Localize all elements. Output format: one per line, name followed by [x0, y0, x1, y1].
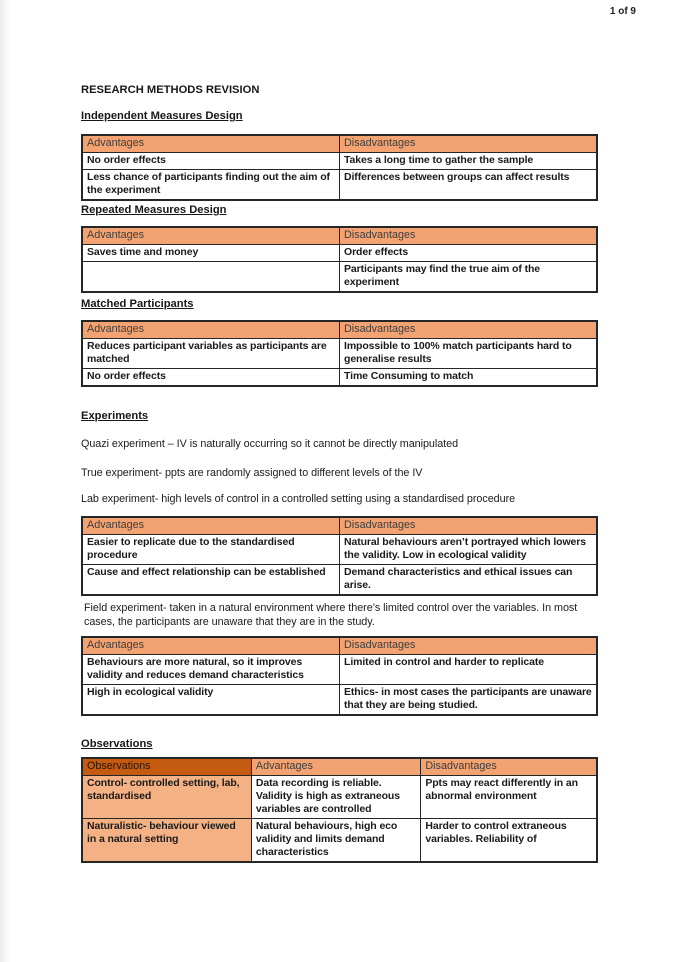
table-cell: Reduces participant variables as participants are matched	[82, 339, 340, 369]
matched-participants-table	[81, 320, 598, 387]
paragraph-lab-experiment: Lab experiment- high levels of control in a controlled setting using a standardised procedure	[81, 493, 516, 505]
disadvantages-header-cell: Disadvantages	[340, 517, 598, 535]
table-cell: Takes a long time to gather the sample	[340, 153, 598, 170]
table-cell: High in ecological validity	[82, 685, 340, 716]
table-row	[82, 819, 597, 863]
disadvantages-header-cell: Disadvantages	[340, 135, 598, 153]
table-row	[82, 339, 597, 369]
table-cell: Natural behaviours aren’t portrayed which lowers the validity. Low in ecological validity	[340, 535, 598, 565]
table-cell: Saves time and money	[82, 245, 340, 262]
section-heading-observations: Observations	[81, 738, 153, 750]
table-row	[82, 245, 597, 262]
section-heading-independent-measures: Independent Measures Design	[81, 110, 243, 122]
disadvantages-header-cell: Disadvantages	[340, 321, 598, 339]
table-header-row	[82, 637, 597, 655]
table-cell: Harder to control extraneous variables. Reliability of	[421, 819, 597, 863]
advantages-header-cell: Advantages	[82, 135, 340, 153]
table-row	[82, 685, 597, 716]
table-cell: Ppts may react differently in an abnormal environment	[421, 776, 597, 819]
lab-experiment-table	[81, 516, 598, 596]
table-header-row	[82, 321, 597, 339]
observation-type-cell: Naturalistic- behaviour viewed in a natural setting	[82, 819, 251, 863]
observations-table	[81, 757, 598, 863]
table-cell: Differences between groups can affect results	[340, 170, 598, 201]
table-cell: Order effects	[340, 245, 598, 262]
disadvantages-header-cell: Disadvantages	[340, 227, 598, 245]
disadvantages-header-cell: Disadvantages	[340, 637, 598, 655]
table-row	[82, 535, 597, 565]
table-row	[82, 369, 597, 387]
section-heading-matched-participants: Matched Participants	[81, 298, 194, 310]
table-row	[82, 262, 597, 293]
disadvantages-header-cell: Disadvantages	[421, 758, 597, 776]
document-title: RESEARCH METHODS REVISION	[81, 84, 260, 96]
scan-edge-shading	[0, 0, 10, 962]
section-heading-experiments: Experiments	[81, 410, 149, 422]
table-cell: Behaviours are more natural, so it improves validity and reduces demand characteristics	[82, 655, 340, 685]
table-header-row	[82, 227, 597, 245]
repeated-measures-table	[81, 226, 598, 293]
table-header-row	[82, 135, 597, 153]
table-cell: Cause and effect relationship can be established	[82, 565, 340, 596]
table-cell: Easier to replicate due to the standardised procedure	[82, 535, 340, 565]
table-cell: No order effects	[82, 369, 340, 387]
table-cell: Ethics- in most cases the participants are unaware that they are being studied.	[340, 685, 598, 716]
advantages-header-cell: Advantages	[82, 637, 340, 655]
table-header-row	[82, 517, 597, 535]
table-cell: Impossible to 100% match participants hard to generalise results	[340, 339, 598, 369]
paragraph-quazi-experiment: Quazi experiment – IV is naturally occurring so it cannot be directly manipulated	[81, 438, 459, 450]
table-row	[82, 153, 597, 170]
table-cell: Participants may find the true aim of the experiment	[340, 262, 598, 293]
table-row	[82, 170, 597, 201]
document-page	[81, 0, 598, 863]
advantages-header-cell: Advantages	[82, 227, 340, 245]
section-heading-repeated-measures: Repeated Measures Design	[81, 204, 227, 216]
table-cell: Limited in control and harder to replicate	[340, 655, 598, 685]
table-row	[82, 776, 597, 819]
table-cell: Data recording is reliable. Validity is high as extraneous variables are controlled	[251, 776, 420, 819]
observation-type-cell: Control- controlled setting, lab, standardised	[82, 776, 251, 819]
table-cell: Demand characteristics and ethical issues can arise.	[340, 565, 598, 596]
independent-measures-table	[81, 134, 598, 201]
advantages-header-cell: Advantages	[82, 321, 340, 339]
table-cell: Less chance of participants finding out the aim of the experiment	[82, 170, 340, 201]
table-cell-empty	[82, 262, 340, 293]
table-row	[82, 655, 597, 685]
table-cell: No order effects	[82, 153, 340, 170]
paragraph-field-experiment: Field experiment- taken in a natural environment where there’s limited control over the variables. In most cases, the participants are unaware that they are in the study.	[84, 602, 578, 628]
page-number: 1 of 9	[609, 6, 636, 17]
table-header-row	[82, 758, 597, 776]
field-experiment-table	[81, 636, 598, 716]
table-cell: Time Consuming to match	[340, 369, 598, 387]
table-row	[82, 565, 597, 596]
table-cell: Natural behaviours, high eco validity and limits demand characteristics	[251, 819, 420, 863]
observations-header-cell: Observations	[82, 758, 251, 776]
paragraph-true-experiment: True experiment- ppts are randomly assigned to different levels of the IV	[81, 467, 423, 479]
advantages-header-cell: Advantages	[82, 517, 340, 535]
advantages-header-cell: Advantages	[251, 758, 420, 776]
